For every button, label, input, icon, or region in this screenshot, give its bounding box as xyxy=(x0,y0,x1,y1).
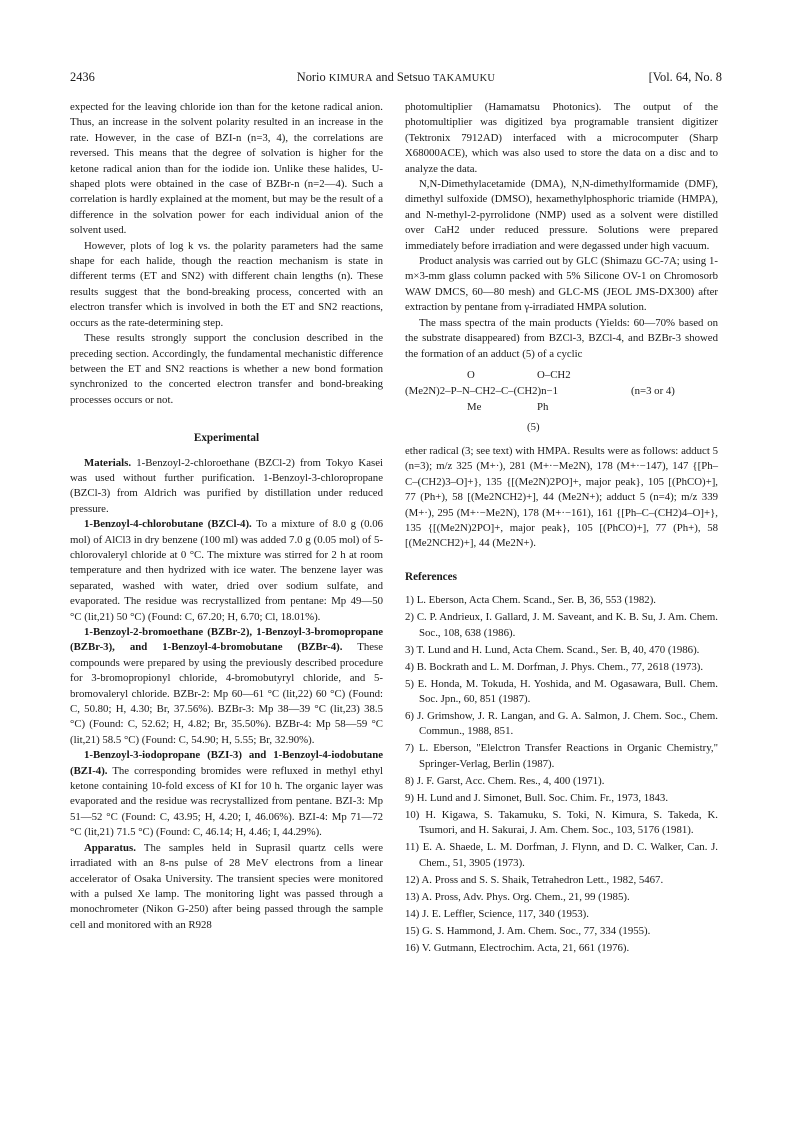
reference-item: 8) J. F. Garst, Acc. Chem. Res., 4, 400 (1971). xyxy=(405,774,605,787)
structure-condition: (n=3 or 4) xyxy=(631,384,675,397)
reference-item: 4) B. Bockrath and L. M. Dorfman, J. Phys. Chem., 77, 2618 (1973). xyxy=(405,660,704,673)
right-column xyxy=(405,100,718,958)
reference-item: 9) H. Lund and J. Simonet, Bull. Soc. Chim. Fr., 1973, 1843. xyxy=(405,791,669,804)
chemical-structure-5 xyxy=(405,368,718,438)
structure-main-chain: (Me2N)2–P–N–CH2–C–(CH2)n−1 xyxy=(405,384,559,397)
paragraph: photomultiplier (Hamamatsu Photonics). The output of the photomultiplier was digitized bya programable transient digitizer (Tektronix 7912AD) interfaced with a microcomputer (Sharp X68000ACE), which was also used to store the data on a disc and to analyze the data. xyxy=(405,101,718,175)
paragraph: Product analysis was carried out by GLC (Shimazu GC-7A; using 1-m×3-mm glass column packed with 5% Silicone OV-1 on Chromosorb WAW DMCS, 60—80 mesh) and GLC-MS (JEOL JMS-DX300) after extraction by pentane from γ-irradiated HMPA solution. xyxy=(405,255,718,314)
references-list xyxy=(405,593,718,956)
reference-item: 12) A. Pross and S. S. Shaik, Tetrahedron Lett., 1982, 5467. xyxy=(405,873,664,886)
paragraph: expected for the leaving chloride ion than for the ketone radical anion. Thus, an increase in the solvent polarity resulted in an increase in the rate. However, in the case of BZI-n (n=3, 4), the correlations are reversed. This means that the degree of solvation is higher for the ketone radical anion than for the iodide ion. Unlike these halides, U-shaped plots were obtained in the case of BZBr-n (n=2—4). Such a correlation is hardly explained at the moment, but may be the result of a difference in the solvation power for each individual anion of the solvent used. xyxy=(70,101,383,237)
reference-item: 7) L. Eberson, "Elelctron Transfer Reactions in Organic Chemistry," Springer-Verlag, Berlin (1987). xyxy=(405,742,718,770)
references-title: References xyxy=(405,570,457,583)
running-header xyxy=(70,70,722,88)
reference-item: 15) G. S. Hammond, J. Am. Chem. Soc., 77, 334 (1955). xyxy=(405,924,651,937)
paragraph: These results strongly support the conclusion described in the preceding section. Accordingly, the fundamental mechanistic difference between the ET and SN2 reactions is whether a new bond formation synchronized to the concerted electron transfer and bond-breaking processes occurs or not. xyxy=(70,332,383,406)
apparatus-paragraph: Apparatus. The samples held in Suprasil quartz cells were irradiated with an 8-ns pulse of 28 MeV electrons from a linear accelerator of Osaka University. The transient species were monitored with a pulsed Xe lamp. The monitoring light was passed through a monochrometer (Nikon G-250) after being passed through the sample cell and monitored with an R928 xyxy=(70,841,383,931)
structure-ring-oxygen: O–CH2 xyxy=(537,368,571,381)
paragraph: N,N-Dimethylacetamide (DMA), N,N-dimethylformamide (DMF), dimethyl sulfoxide (DMSO), hexamethylphosphoric triamide (HMPA), and N-methyl-2-pyrrolidone (NMP) used as a solvent were distilled over CaH2 under reduced pressure. Solutions were prepared immediately before irradiation and were degassed under high vacuum. xyxy=(405,178,718,252)
reference-item: 5) E. Honda, M. Tokuda, H. Yoshida, and M. Ogasawara, Bull. Chem. Soc. Jpn., 60, 851 (1987). xyxy=(405,677,718,705)
paragraph: However, plots of log k vs. the polarity parameters had the same shape for each halide, though the reaction mechanism is state in different terms (ET and SN2) with different chain lengths (n). These results suggest that the bond-breaking process, concerted with an electron transfer which is involved in both the ET and SN2 reactions, occurs as the rate-determining step. xyxy=(70,239,383,329)
reference-item: 14) J. E. Leffler, Science, 117, 340 (1953). xyxy=(405,907,589,920)
bzbr-paragraph: 1-Benzoyl-2-bromoethane (BZBr-2), 1-Benzoyl-3-bromopropane (BZBr-3), and 1-Benzoyl-4-bromobutane (BZBr-4). These compounds were prepared by using the previously described procedure for 3-bromopropionyl chloride, 4-bromobutyryl chloride, and 5-bromovaleryl chloride. BZBr-2: Mp 60—61 °C (lit,22) 60 °C) (Found: C, 50.80; H, 4.30; Br, 37.56%). BZBr-3: Mp 38—39 °C (lit,23) 38.5 °C) (Found: C, 52.62; H, 4.82; Br, 35.50%). BZBr-4: Mp 58—59 °C (lit,21) 58.5 °C) (Found: C, 54.90; H, 5.55; Br, 32.90%). xyxy=(70,626,383,746)
structure-phenyl: Ph xyxy=(537,400,549,413)
reference-item: 2) C. P. Andrieux, I. Gallard, J. M. Saveant, and K. B. Su, J. Am. Chem. Soc., 108, 638 (1986). xyxy=(405,611,718,639)
page-number: 2436 xyxy=(70,70,95,84)
structure-oxygen: O xyxy=(467,368,475,381)
bzi-paragraph: 1-Benzoyl-3-iodopropane (BZI-3) and 1-Benzoyl-4-iodobutane (BZI-4). The corresponding bromides were refluxed in methyl ethyl ketone containing 10-fold excess of KI for 10 h. The organic layer was evaporated and the residue was recrystallized from pentane. BZI-3: Mp 51—52 °C (Found: C, 43.95; H, 4.20; I, 46.06%). BZI-4: Mp 71—72 °C (lit,21) 71.5 °C) (Found: C, 46.14; H, 4.46; I, 44.29%). xyxy=(70,749,383,839)
materials-paragraph: Materials. 1-Benzoyl-2-chloroethane (BZCl-2) from Tokyo Kasei was used without further purification. 1-Benzoyl-3-chloropropane (BZCl-3) from Aldrich was purified by distillation under reduced pressure. xyxy=(70,456,383,515)
paragraph: ether radical (3; see text) with HMPA. Results were as follows: adduct 5 (n=3); m/z 325 (M+·), 281 (M+·−Me2N), 178 (M+·−147), 147 {[Ph–C–(CH2)3–O]+}, 135 {[(Me2N)2PO]+, major peak}, 105 [(PhCO)+], 77 (Ph+), 58 [(Me2NCH2)+], 44 (Me2N+); adduct 5 (n=4); m/z 339 (M+·), 295 (M+·−Me2N), 178 (M+·−161), 161 {[Ph–C–(CH2)4–O]+}, 135 {[(Me2N)2PO]+, major peak}, 105 [(PhCO)+], 77 (Ph+), 58 [(Me2NCH2)+], 44 (Me2N+). xyxy=(405,444,718,550)
reference-item: 3) T. Lund and H. Lund, Acta Chem. Scand., Ser. B, 40, 470 (1986). xyxy=(405,643,700,656)
structure-label: (5) xyxy=(527,420,540,433)
authors: Norio KIMURA and Setsuo TAKAMUKU xyxy=(296,70,496,84)
reference-item: 10) H. Kigawa, S. Takamuku, S. Toki, N. Kimura, S. Takeda, K. Tsumori, and H. Sakurai, J. Am. Chem. Soc., 103, 5176 (1981). xyxy=(405,808,718,837)
reference-item: 1) L. Eberson, Acta Chem. Scand., Ser. B, 36, 553 (1982). xyxy=(405,594,656,607)
left-column xyxy=(70,100,383,933)
volume-info: [Vol. 64, No. 8 xyxy=(648,70,722,84)
reference-item: 13) A. Pross, Adv. Phys. Org. Chem., 21, 99 (1985). xyxy=(405,890,630,903)
structure-methyl: Me xyxy=(467,400,482,413)
reference-item: 16) V. Gutmann, Electrochim. Acta, 21, 661 (1976). xyxy=(405,941,630,954)
section-title: Experimental xyxy=(193,432,260,445)
paragraph: The mass spectra of the main products (Yields: 60—70% based on the substrate disappeared) from BZCl-3, BZCl-4, and BZBr-3 showed the formation of an adduct (5) of a cyclic xyxy=(405,316,718,360)
reference-item: 6) J. Grimshow, J. R. Langan, and G. A. Salmon, J. Chem. Soc., Chem. Commun., 1988, 851. xyxy=(405,709,718,738)
bzcl4-paragraph: 1-Benzoyl-4-chlorobutane (BZCl-4). To a mixture of 8.0 g (0.06 mol) of AlCl3 in dry benzene (100 ml) was added 7.0 g (0.05 mol) of 5-chlorovaleryl chloride at 0 °C. The mixture was stirred for 2 h at room temperature and then hydrized with ice water. The benzene layer was separated, washed with water, dried over sodium sulfate, and evaporated. The residue was recrystallized from pentane: Mp 49—50 °C (lit,21) 50 °C) (Found: C, 67.20; H, 6.70; Cl, 18.01%). xyxy=(70,518,384,623)
reference-item: 11) E. A. Shaede, L. M. Dorfman, J. Flynn, and D. C. Walker, Can. J. Chem., 51, 3905 (1973). xyxy=(405,841,718,869)
